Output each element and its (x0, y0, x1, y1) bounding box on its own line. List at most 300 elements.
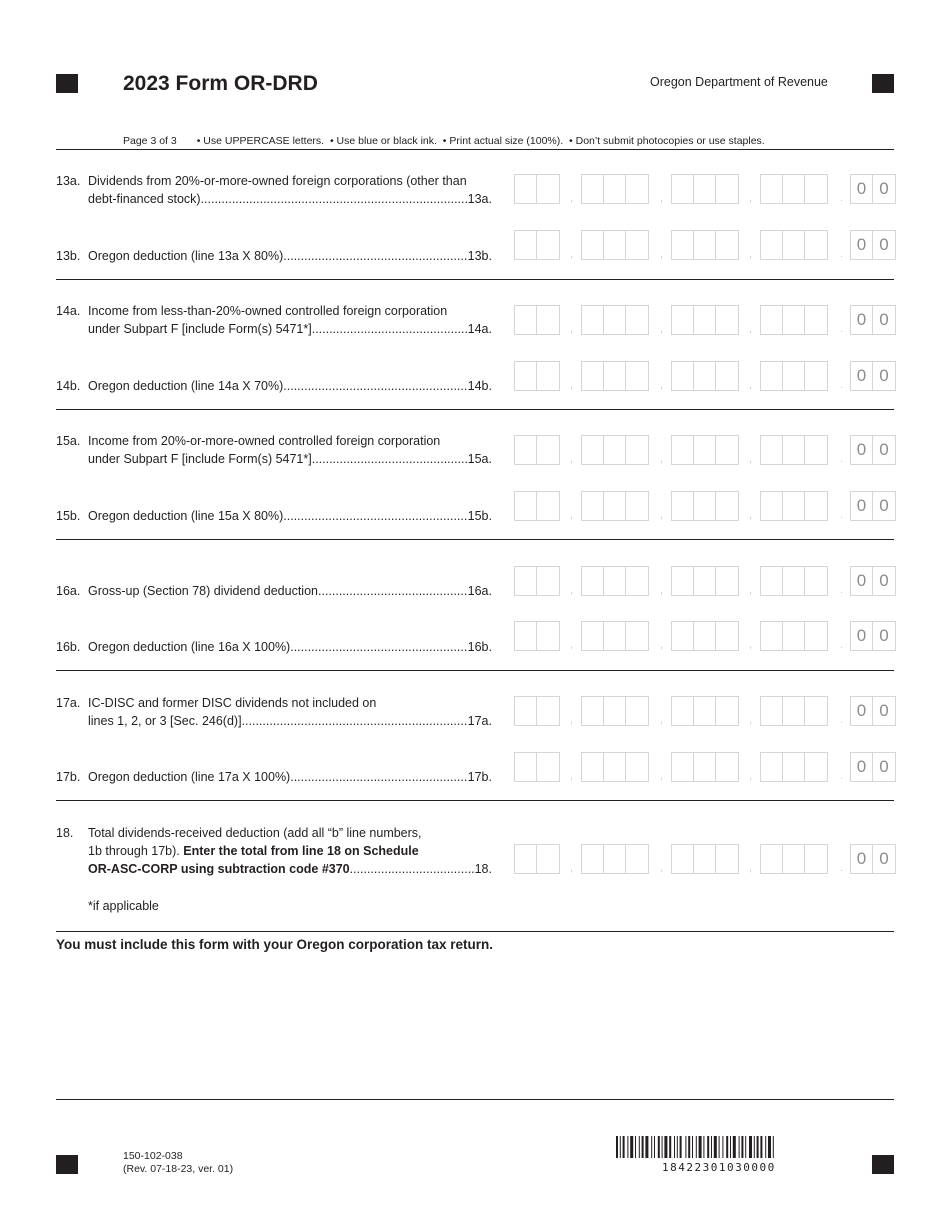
amount-field-13b[interactable] (514, 230, 898, 260)
digit-group[interactable] (671, 752, 739, 782)
line-number: 14b. (56, 379, 81, 393)
digit-box[interactable] (604, 492, 626, 520)
cents-group (850, 752, 896, 782)
cents-digit: 0 (879, 626, 889, 645)
cents-group (850, 230, 896, 260)
line-label: IC-DISC and former DISC dividends not included on (88, 696, 377, 710)
digit-box[interactable] (604, 231, 626, 259)
cents-digit: 0 (879, 310, 889, 329)
thousands-separator: , (570, 248, 574, 260)
line-number: 16a. (56, 584, 81, 598)
digit-box[interactable] (537, 753, 559, 781)
digit-group[interactable] (514, 230, 560, 260)
thousands-separator: , (570, 453, 574, 465)
digit-group[interactable] (514, 305, 560, 335)
digit-box[interactable] (805, 362, 827, 390)
line-label: under Subpart F [include Form(s) 5471*] (88, 322, 312, 336)
digit-box[interactable] (604, 845, 626, 873)
line-number: 18. (56, 826, 74, 840)
page-indicator: Page 3 of 3 (123, 135, 177, 147)
thousands-separator: , (660, 509, 664, 521)
line-ref: 15a. (467, 452, 492, 466)
thousands-separator: , (749, 584, 753, 596)
digit-group[interactable] (581, 696, 649, 726)
digit-group[interactable] (760, 361, 828, 391)
form-number-block (123, 1150, 233, 1176)
form-title: 2023 Form OR-DRD (123, 72, 318, 95)
digit-box[interactable] (515, 697, 537, 725)
digit-box[interactable] (672, 697, 694, 725)
cents-digit: 0 (879, 440, 889, 459)
digit-box[interactable] (694, 567, 716, 595)
thousands-separator: , (570, 509, 574, 521)
line-label: Oregon deduction (line 13a X 80%) (88, 249, 284, 263)
digit-box[interactable] (582, 845, 604, 873)
digit-group[interactable] (581, 566, 649, 596)
digit-box[interactable] (805, 845, 827, 873)
digit-box[interactable] (537, 697, 559, 725)
digit-box[interactable] (805, 567, 827, 595)
digit-box[interactable] (805, 753, 827, 781)
line-number: 15a. (56, 434, 81, 448)
line-ref: 17a. (467, 714, 492, 728)
digit-group[interactable] (671, 696, 739, 726)
thousands-separator: , (570, 379, 574, 391)
digit-box[interactable] (604, 362, 626, 390)
digit-box[interactable] (626, 231, 648, 259)
digit-box[interactable] (783, 753, 805, 781)
digit-box[interactable] (761, 306, 783, 334)
digit-box[interactable] (783, 306, 805, 334)
line-label: Gross-up (Section 78) dividend deduction (88, 584, 318, 598)
thousands-separator: , (570, 639, 574, 651)
dot-leader (290, 638, 466, 656)
digit-box[interactable] (761, 753, 783, 781)
digit-group[interactable] (514, 844, 560, 874)
digit-box[interactable] (626, 697, 648, 725)
digit-box[interactable] (761, 567, 783, 595)
digit-box[interactable] (604, 306, 626, 334)
digit-box[interactable] (537, 622, 559, 650)
digit-box[interactable] (694, 492, 716, 520)
thousands-separator: , (570, 323, 574, 335)
digit-box[interactable] (582, 492, 604, 520)
digit-box[interactable] (604, 622, 626, 650)
cents-group (850, 844, 896, 874)
digit-group[interactable] (581, 305, 649, 335)
line-label-bold: OR-ASC-CORP using subtraction code #370 (88, 862, 350, 876)
cents-digit: 0 (851, 845, 873, 873)
digit-box[interactable] (716, 492, 738, 520)
digit-box[interactable] (783, 492, 805, 520)
line-ref: 13a. (467, 192, 492, 206)
line-label: Oregon deduction (line 15a X 80%) (88, 509, 284, 523)
thousands-separator: , (749, 192, 753, 204)
line-number: 17a. (56, 696, 81, 710)
dot-leader (242, 712, 467, 730)
digit-box[interactable] (582, 697, 604, 725)
digit-box[interactable] (783, 697, 805, 725)
digit-box[interactable] (783, 436, 805, 464)
digit-box[interactable] (805, 175, 827, 203)
thousands-separator: , (570, 584, 574, 596)
digit-box[interactable] (626, 845, 648, 873)
digit-box[interactable] (716, 306, 738, 334)
digit-box[interactable] (582, 362, 604, 390)
digit-box[interactable] (761, 845, 783, 873)
digit-box[interactable] (537, 845, 559, 873)
digit-box[interactable] (626, 492, 648, 520)
digit-box[interactable] (582, 175, 604, 203)
digit-box[interactable] (805, 492, 827, 520)
digit-box[interactable] (582, 567, 604, 595)
digit-box[interactable] (805, 306, 827, 334)
cents-digit: 0 (879, 849, 889, 868)
cents-group (850, 305, 896, 335)
digit-group[interactable] (760, 621, 828, 651)
thousands-separator: , (570, 862, 574, 874)
decimal-point: . (840, 379, 844, 391)
digit-box[interactable] (582, 753, 604, 781)
digit-box[interactable] (537, 436, 559, 464)
cents-digit: 0 (879, 701, 889, 720)
line-number: 14a. (56, 304, 81, 318)
digit-box[interactable] (582, 622, 604, 650)
line-label: Oregon deduction (line 14a X 70%) (88, 379, 284, 393)
digit-box[interactable] (761, 492, 783, 520)
digit-box[interactable] (672, 753, 694, 781)
thousands-separator: , (660, 192, 664, 204)
cents-digit: 0 (851, 753, 873, 781)
filing-notice: You must include this form with your Oregon corporation tax return. (56, 937, 494, 952)
digit-group[interactable] (671, 844, 739, 874)
digit-box[interactable] (537, 567, 559, 595)
digit-box[interactable] (761, 175, 783, 203)
thousands-separator: , (660, 639, 664, 651)
digit-group[interactable] (514, 491, 560, 521)
digit-box[interactable] (626, 436, 648, 464)
digit-group[interactable] (671, 435, 739, 465)
digit-box[interactable] (537, 362, 559, 390)
line-label: Oregon deduction (line 17a X 100%) (88, 770, 291, 784)
digit-box[interactable] (604, 567, 626, 595)
footnote: *if applicable (88, 899, 159, 913)
cents-digit: 0 (851, 492, 873, 520)
line-label: Dividends from 20%-or-more-owned foreign corporations (other than (88, 174, 467, 188)
cents-digit: 0 (851, 306, 873, 334)
decimal-point: . (840, 453, 844, 465)
digit-box[interactable] (716, 622, 738, 650)
thousands-separator: , (660, 379, 664, 391)
thousands-separator: , (749, 248, 753, 260)
amount-field-15a[interactable] (514, 435, 898, 465)
amount-field-14a[interactable] (514, 305, 898, 335)
thousands-separator: , (749, 453, 753, 465)
digit-box[interactable] (515, 306, 537, 334)
line-number: 15b. (56, 509, 81, 523)
digit-group[interactable] (581, 230, 649, 260)
registration-mark-top-left (56, 74, 78, 93)
digit-box[interactable] (761, 436, 783, 464)
digit-group[interactable] (581, 361, 649, 391)
cents-digit: 0 (851, 622, 873, 650)
digit-box[interactable] (783, 175, 805, 203)
digit-group[interactable] (514, 696, 560, 726)
form-number: 150-102-038 (123, 1150, 183, 1162)
digit-group[interactable] (760, 752, 828, 782)
cents-digit: 0 (879, 235, 889, 254)
digit-box[interactable] (805, 231, 827, 259)
digit-box[interactable] (694, 362, 716, 390)
digit-box[interactable] (582, 436, 604, 464)
line-number: 16b. (56, 640, 81, 654)
digit-group[interactable] (581, 752, 649, 782)
digit-group[interactable] (671, 621, 739, 651)
thousands-separator: , (660, 248, 664, 260)
digit-box[interactable] (716, 362, 738, 390)
section-rule (56, 670, 894, 671)
line-number: 13a. (56, 174, 81, 188)
thousands-separator: , (749, 323, 753, 335)
line-label: Income from 20%-or-more-owned controlled foreign corporation (88, 434, 441, 448)
amount-field-17a[interactable] (514, 696, 898, 726)
line-label: lines 1, 2, or 3 [Sec. 246(d)] (88, 714, 242, 728)
thousands-separator: , (749, 639, 753, 651)
line-label: Oregon deduction (line 16a X 100%) (88, 640, 291, 654)
cents-group (850, 174, 896, 204)
digit-box[interactable] (716, 567, 738, 595)
digit-box[interactable] (604, 436, 626, 464)
line-label: under Subpart F [include Form(s) 5471*] (88, 452, 312, 466)
cents-digit: 0 (851, 231, 873, 259)
digit-group[interactable] (760, 844, 828, 874)
digit-box[interactable] (515, 492, 537, 520)
decimal-point: . (840, 862, 844, 874)
thousands-separator: , (749, 862, 753, 874)
digit-group[interactable] (760, 305, 828, 335)
cents-group (850, 435, 896, 465)
decimal-point: . (840, 323, 844, 335)
digit-box[interactable] (761, 231, 783, 259)
digit-box[interactable] (672, 622, 694, 650)
thousands-separator: , (570, 714, 574, 726)
digit-group[interactable] (671, 230, 739, 260)
dot-leader (283, 377, 466, 395)
cents-digit: 0 (879, 571, 889, 590)
digit-group[interactable] (581, 491, 649, 521)
digit-group[interactable] (514, 752, 560, 782)
digit-box[interactable] (604, 697, 626, 725)
digit-box[interactable] (515, 753, 537, 781)
cents-digit: 0 (851, 567, 873, 595)
digit-group[interactable] (581, 174, 649, 204)
digit-box[interactable] (515, 567, 537, 595)
instruction-no-photocopies: • Don’t submit photocopies or use staples. (569, 135, 765, 147)
digit-box[interactable] (672, 306, 694, 334)
digit-group[interactable] (514, 435, 560, 465)
amount-field-17b[interactable] (514, 752, 898, 782)
digit-box[interactable] (672, 436, 694, 464)
digit-box[interactable] (783, 362, 805, 390)
digit-box[interactable] (537, 231, 559, 259)
thousands-separator: , (749, 770, 753, 782)
footer-rule (56, 1099, 894, 1100)
digit-box[interactable] (626, 306, 648, 334)
line-ref: 18. (474, 862, 492, 876)
section-rule (56, 409, 894, 410)
dot-leader (283, 507, 466, 525)
dot-leader (201, 190, 467, 208)
digit-box[interactable] (537, 492, 559, 520)
line-ref: 17b. (467, 770, 492, 784)
digit-group[interactable] (581, 621, 649, 651)
digit-box[interactable] (515, 436, 537, 464)
line-label: 1b through 17b). (88, 844, 180, 858)
barcode-number: 18422301030000 (662, 1161, 776, 1174)
digit-box[interactable] (805, 622, 827, 650)
cents-digit: 0 (879, 757, 889, 776)
digit-box[interactable] (626, 567, 648, 595)
digit-group[interactable] (671, 361, 739, 391)
digit-box[interactable] (694, 622, 716, 650)
section-rule (56, 279, 894, 280)
digit-box[interactable] (761, 362, 783, 390)
digit-box[interactable] (672, 231, 694, 259)
digit-box[interactable] (694, 845, 716, 873)
digit-box[interactable] (716, 753, 738, 781)
digit-box[interactable] (672, 567, 694, 595)
line-label-bold: Enter the total from line 18 on Schedule (183, 844, 419, 858)
instruction-ink: • Use blue or black ink. (329, 135, 437, 147)
dot-leader (290, 768, 466, 786)
digit-box[interactable] (783, 567, 805, 595)
digit-box[interactable] (626, 622, 648, 650)
digit-box[interactable] (694, 231, 716, 259)
digit-group[interactable] (760, 696, 828, 726)
cents-digit: 0 (851, 436, 873, 464)
digit-group[interactable] (671, 566, 739, 596)
digit-box[interactable] (783, 845, 805, 873)
digit-group[interactable] (760, 230, 828, 260)
section-rule (56, 539, 894, 540)
digit-group[interactable] (514, 566, 560, 596)
digit-box[interactable] (716, 436, 738, 464)
digit-box[interactable] (694, 175, 716, 203)
digit-box[interactable] (604, 753, 626, 781)
digit-box[interactable] (582, 306, 604, 334)
cents-digit: 0 (851, 362, 873, 390)
amount-field-15b[interactable] (514, 491, 898, 521)
dot-leader (312, 450, 467, 468)
thousands-separator: , (660, 323, 664, 335)
digit-group[interactable] (760, 566, 828, 596)
digit-box[interactable] (626, 753, 648, 781)
digit-box[interactable] (515, 175, 537, 203)
digit-group[interactable] (760, 435, 828, 465)
cents-digit: 0 (851, 697, 873, 725)
amount-field-18[interactable] (514, 844, 898, 874)
digit-group[interactable] (760, 491, 828, 521)
thousands-separator: , (749, 379, 753, 391)
digit-group[interactable] (671, 491, 739, 521)
cents-digit: 0 (879, 366, 889, 385)
digit-box[interactable] (716, 845, 738, 873)
digit-box[interactable] (761, 622, 783, 650)
digit-box[interactable] (537, 306, 559, 334)
amount-field-16b[interactable] (514, 621, 898, 651)
digit-box[interactable] (537, 175, 559, 203)
digit-box[interactable] (626, 175, 648, 203)
digit-group[interactable] (514, 174, 560, 204)
digit-box[interactable] (805, 436, 827, 464)
digit-box[interactable] (672, 362, 694, 390)
digit-group[interactable] (671, 174, 739, 204)
digit-box[interactable] (626, 362, 648, 390)
digit-box[interactable] (694, 436, 716, 464)
digit-group[interactable] (514, 621, 560, 651)
digit-box[interactable] (672, 175, 694, 203)
digit-box[interactable] (604, 175, 626, 203)
digit-box[interactable] (672, 492, 694, 520)
amount-field-14b[interactable] (514, 361, 898, 391)
digit-box[interactable] (716, 697, 738, 725)
department-name: Oregon Department of Revenue (650, 75, 828, 89)
cents-digit: 0 (879, 179, 889, 198)
digit-box[interactable] (515, 622, 537, 650)
digit-box[interactable] (716, 231, 738, 259)
line-ref: 14a. (467, 322, 492, 336)
amount-field-13a[interactable] (514, 174, 898, 204)
decimal-point: . (840, 639, 844, 651)
thousands-separator: , (749, 714, 753, 726)
line-ref: 13b. (467, 249, 492, 263)
digit-box[interactable] (694, 697, 716, 725)
decimal-point: . (840, 770, 844, 782)
digit-box[interactable] (761, 697, 783, 725)
digit-box[interactable] (805, 697, 827, 725)
line-ref: 14b. (467, 379, 492, 393)
digit-group[interactable] (581, 844, 649, 874)
section-rule (56, 800, 894, 801)
digit-box[interactable] (783, 622, 805, 650)
decimal-point: . (840, 248, 844, 260)
cents-group (850, 361, 896, 391)
line-ref: 16a. (467, 584, 492, 598)
digit-box[interactable] (694, 306, 716, 334)
digit-box[interactable] (716, 175, 738, 203)
digit-box[interactable] (672, 845, 694, 873)
digit-box[interactable] (783, 231, 805, 259)
digit-box[interactable] (515, 231, 537, 259)
cents-digit: 0 (851, 175, 873, 203)
barcode-icon (616, 1136, 828, 1158)
digit-box[interactable] (694, 753, 716, 781)
decimal-point: . (840, 584, 844, 596)
digit-group[interactable] (760, 174, 828, 204)
amount-field-16a[interactable] (514, 566, 898, 596)
digit-group[interactable] (671, 305, 739, 335)
cents-group (850, 491, 896, 521)
digit-box[interactable] (582, 231, 604, 259)
digit-group[interactable] (581, 435, 649, 465)
instruction-print-size: • Print actual size (100%). (442, 135, 564, 147)
digit-box[interactable] (515, 845, 537, 873)
line-number: 13b. (56, 249, 81, 263)
thousands-separator: , (749, 509, 753, 521)
digit-group[interactable] (514, 361, 560, 391)
line-ref: 15b. (467, 509, 492, 523)
digit-box[interactable] (515, 362, 537, 390)
